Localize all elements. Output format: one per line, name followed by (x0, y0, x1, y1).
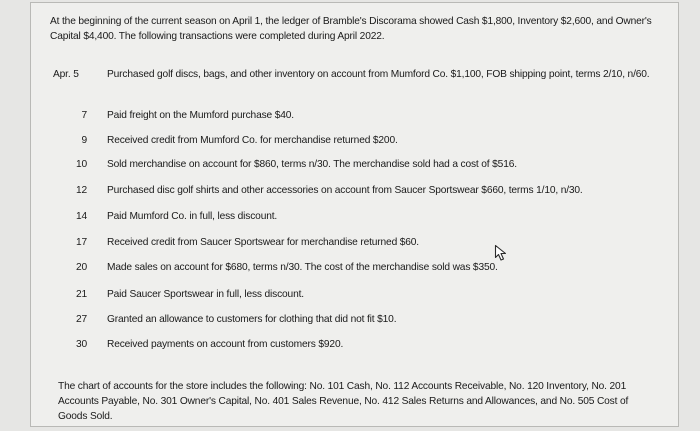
transaction-date: 9 (81, 135, 87, 146)
transaction-description: Received credit from Saucer Sportswear for merchandise returned $60. (107, 237, 419, 248)
transaction-date: 17 (75, 237, 87, 248)
intro-text: At the beginning of the current season on April 1, the ledger of Bramble's Discorama showed Cash $1,800, Inventory $2,600, and Owner's Capital $4,400. The following transactions were completed during April 2022. (50, 16, 652, 42)
transaction-date: 10 (75, 159, 87, 170)
transaction-description: Purchased disc golf shirts and other accessories on account from Saucer Sportswear $660, terms 1/10, n/30. (107, 185, 583, 196)
transaction-date: 20 (75, 262, 87, 273)
transaction-description: Paid Saucer Sportswear in full, less discount. (107, 289, 304, 300)
transaction-description: Made sales on account for $680, terms n/30. The cost of the merchandise sold was $350. (107, 262, 498, 273)
transaction-description: Paid Mumford Co. in full, less discount. (107, 211, 278, 222)
transaction-date: 27 (75, 314, 87, 325)
transaction-date: 21 (75, 289, 87, 300)
transaction-date: 30 (75, 339, 87, 350)
transaction-date: Apr. 5 (53, 69, 79, 80)
transaction-description: Received payments on account from customers $920. (107, 339, 344, 350)
chart-of-accounts-note: The chart of accounts for the store includes the following: No. 101 Cash, No. 112 Accounts Receivable, No. 120 Inventory, No. 201 Accounts Payable, No. 301 Owner's Capital, No. 401 Sales Revenue, No. 412 Sales Returns and Allowances, and No. 505 Cost of Goods Sold. (58, 381, 629, 422)
transaction-description: Sold merchandise on account for $860, terms n/30. The merchandise sold had a cost of $516. (107, 159, 517, 170)
transaction-date: 12 (75, 185, 87, 196)
transaction-description: Received credit from Mumford Co. for merchandise returned $200. (107, 135, 398, 146)
transaction-date: 14 (75, 211, 87, 222)
transaction-description: Purchased golf discs, bags, and other inventory on account from Mumford Co. $1,100, FOB shipping point, terms 2/10, n/60. (107, 69, 650, 80)
transaction-description: Granted an allowance to customers for clothing that did not fit $10. (107, 314, 397, 325)
transaction-description: Paid freight on the Mumford purchase $40. (107, 110, 294, 121)
mouse-pointer-icon (494, 244, 510, 262)
problem-panel (30, 2, 679, 427)
transaction-date: 7 (81, 110, 87, 121)
